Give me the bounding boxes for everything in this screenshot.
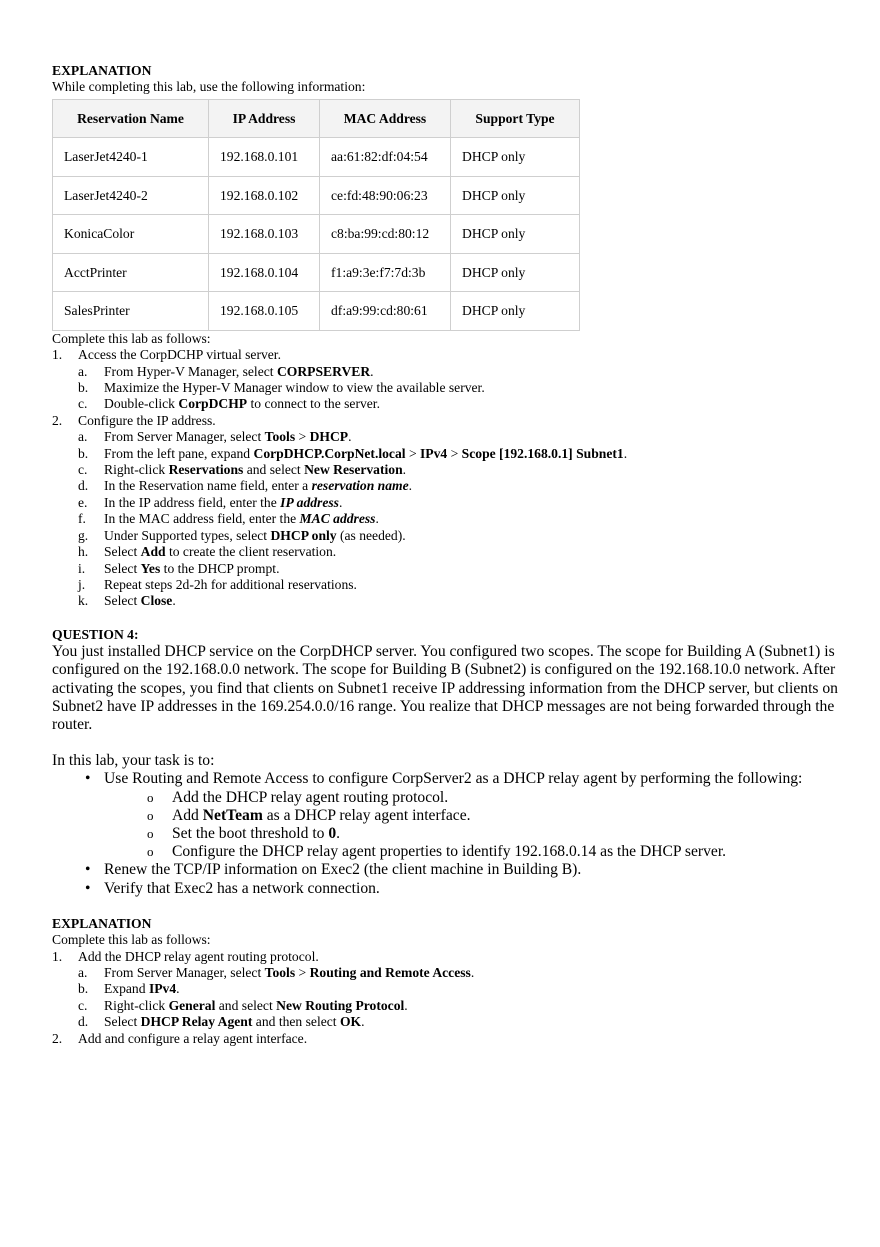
substep-text: to the DHCP prompt. bbox=[160, 560, 280, 576]
sub-bullet-text: Add the DHCP relay agent routing protocol. bbox=[172, 788, 449, 806]
table-cell: ce:fd:48:90:06:23 bbox=[320, 176, 451, 215]
col-header: Support Type bbox=[451, 99, 580, 138]
substep-letter: a. bbox=[78, 964, 88, 980]
task-intro: In this lab, your task is to: bbox=[52, 752, 215, 770]
substep-text: From Server Manager, select bbox=[104, 429, 265, 445]
table-cell: SalesPrinter bbox=[53, 292, 209, 331]
sub-bullet-bold: NetTeam bbox=[202, 806, 263, 824]
substep-bold: OK bbox=[339, 1014, 362, 1030]
step-number: 2. bbox=[52, 1030, 63, 1046]
table-cell: LaserJet4240-2 bbox=[53, 176, 209, 215]
question-heading: QUESTION 4: bbox=[52, 626, 139, 642]
step-item bbox=[52, 1031, 842, 1047]
substep-item bbox=[52, 478, 842, 494]
substep-letter: e. bbox=[78, 494, 88, 510]
sub-bullet-text: Set the boot threshold to bbox=[172, 824, 329, 842]
explanation2-heading: EXPLANATION bbox=[52, 915, 152, 931]
step-text: Access the CorpDCHP virtual server. bbox=[78, 347, 281, 363]
substep-text: . bbox=[623, 445, 628, 461]
sub-bullet-glyph: o bbox=[147, 807, 154, 823]
explanation-heading: EXPLANATION bbox=[52, 63, 152, 78]
substep-bold: CorpDCHP bbox=[178, 396, 248, 412]
list-item bbox=[52, 807, 842, 825]
substep-text: and then select bbox=[252, 1014, 340, 1030]
substep-text: Right-click bbox=[104, 462, 169, 478]
substep-item bbox=[52, 495, 842, 511]
substep-text: . bbox=[348, 429, 352, 445]
substep-text: > bbox=[295, 964, 310, 980]
substep-text: Maximize the Hyper-V Manager window to view the available server. bbox=[104, 380, 485, 396]
substep-text: . bbox=[402, 462, 407, 478]
sub-bullet-text: Add bbox=[172, 806, 203, 824]
list-item bbox=[52, 843, 842, 861]
substep-bold: Routing and Remote Access bbox=[309, 964, 471, 980]
substep-item bbox=[52, 998, 842, 1014]
substep-bold: Scope [192.168.0.1] Subnet1 bbox=[461, 445, 624, 461]
substep-bold-italic: reservation name bbox=[311, 478, 409, 494]
substep-text: In the Reservation name field, enter a bbox=[104, 478, 312, 494]
sub-bullet-glyph: o bbox=[147, 825, 154, 841]
substep-text: > bbox=[447, 445, 462, 461]
table-row bbox=[53, 215, 580, 254]
substep-bold: Reservations bbox=[168, 462, 244, 478]
bullet-text: Verify that Exec2 has a network connection. bbox=[104, 879, 380, 897]
step-item bbox=[52, 413, 842, 610]
table-cell: c8:ba:99:cd:80:12 bbox=[320, 215, 451, 254]
list-item bbox=[52, 789, 842, 807]
substep-letter: c. bbox=[78, 997, 88, 1013]
substep-text: . bbox=[338, 494, 343, 510]
substep-bold: Tools bbox=[264, 429, 296, 445]
substep-item bbox=[52, 577, 842, 593]
col-header: Reservation Name bbox=[53, 99, 209, 138]
complete-lab-label: Complete this lab as follows: bbox=[52, 330, 211, 346]
table-row bbox=[53, 253, 580, 292]
substep-letter: a. bbox=[78, 429, 88, 445]
substep-text: Expand bbox=[104, 981, 149, 997]
substep-item bbox=[52, 965, 842, 981]
substep-item bbox=[52, 462, 842, 478]
substep-text: and select bbox=[215, 997, 277, 1013]
table-cell: DHCP only bbox=[451, 253, 580, 292]
substep-text: > bbox=[295, 429, 310, 445]
substep-letter: j. bbox=[78, 576, 86, 592]
table-row bbox=[53, 292, 580, 331]
substep-letter: b. bbox=[78, 380, 89, 396]
substep-bold: DHCP bbox=[309, 429, 349, 445]
substep-text: From the left pane, expand bbox=[104, 445, 254, 461]
substep-bold: DHCP Relay Agent bbox=[140, 1014, 253, 1030]
substep-text: . bbox=[470, 964, 475, 980]
sub-bullet-text: . bbox=[336, 824, 341, 842]
substep-text: Select bbox=[104, 544, 141, 560]
substep-letter: i. bbox=[78, 560, 86, 576]
step-number: 1. bbox=[52, 347, 63, 363]
table-cell: DHCP only bbox=[451, 292, 580, 331]
step-text: Add and configure a relay agent interface. bbox=[78, 1030, 308, 1046]
substep-text: In the IP address field, enter the bbox=[104, 494, 281, 510]
substep-letter: b. bbox=[78, 981, 89, 997]
substep-item bbox=[52, 528, 842, 544]
substep-bold: General bbox=[168, 997, 216, 1013]
reservation-table bbox=[52, 99, 580, 331]
substep-bold: IPv4 bbox=[420, 445, 448, 461]
substep-item bbox=[52, 396, 842, 412]
table-cell: 192.168.0.102 bbox=[209, 176, 320, 215]
substep-letter: b. bbox=[78, 445, 89, 461]
substep-bold: Add bbox=[140, 544, 166, 560]
substep-item bbox=[52, 511, 842, 527]
substep-text: . bbox=[375, 511, 379, 527]
substep-text: (as needed). bbox=[336, 527, 406, 543]
substep-text: Select bbox=[104, 1014, 141, 1030]
substep-item bbox=[52, 981, 842, 997]
substep-bold: DHCP only bbox=[270, 527, 337, 543]
substep-item bbox=[52, 1014, 842, 1030]
list-item bbox=[52, 825, 842, 843]
substep-bold: CORPSERVER bbox=[276, 363, 371, 379]
substep-text: . bbox=[370, 363, 374, 379]
substep-letter: c. bbox=[78, 462, 88, 478]
substep-text: to connect to the server. bbox=[247, 396, 380, 412]
table-header-row bbox=[53, 99, 580, 138]
substep-letter: k. bbox=[78, 593, 89, 609]
list-item bbox=[52, 770, 842, 788]
substep-text: Double-click bbox=[104, 396, 179, 412]
substep-letter: g. bbox=[78, 527, 89, 543]
substep-text: . bbox=[172, 593, 176, 609]
table-cell: DHCP only bbox=[451, 138, 580, 177]
step-text: Add the DHCP relay agent routing protocol. bbox=[78, 948, 319, 964]
substep-text: Under Supported types, select bbox=[104, 527, 271, 543]
step-item bbox=[52, 347, 842, 413]
sub-bullet-text: Configure the DHCP relay agent properties to identify 192.168.0.14 as the DHCP server. bbox=[172, 843, 727, 861]
table-cell: 192.168.0.103 bbox=[209, 215, 320, 254]
col-header: IP Address bbox=[209, 99, 320, 138]
table-cell: df:a9:99:cd:80:61 bbox=[320, 292, 451, 331]
substep-letter: h. bbox=[78, 544, 89, 560]
substep-text: Right-click bbox=[104, 997, 169, 1013]
substep-bold: CorpDHCP.CorpNet.local bbox=[253, 445, 406, 461]
bullet-glyph: • bbox=[85, 879, 91, 897]
substep-text: Repeat steps 2d-2h for additional reservations. bbox=[104, 576, 357, 592]
steps-list bbox=[52, 347, 842, 610]
substep-text: Select bbox=[104, 560, 141, 576]
explanation-intro: While completing this lab, use the following information: bbox=[52, 79, 366, 95]
bullet-glyph: • bbox=[85, 861, 91, 879]
sub-bullet-bold: 0 bbox=[328, 824, 337, 842]
table-cell: f1:a9:3e:f7:7d:3b bbox=[320, 253, 451, 292]
substep-bold: New Routing Protocol bbox=[276, 997, 405, 1013]
task-list bbox=[52, 770, 842, 897]
bullet-text: Use Routing and Remote Access to configure CorpServer2 as a DHCP relay agent by performing the following: bbox=[104, 770, 803, 788]
list-item bbox=[52, 880, 842, 898]
substep-item bbox=[52, 364, 842, 380]
substep-text: . bbox=[176, 981, 180, 997]
table-cell: LaserJet4240-1 bbox=[53, 138, 209, 177]
table-row bbox=[53, 176, 580, 215]
step-number: 1. bbox=[52, 948, 63, 964]
substep-text: . bbox=[361, 1014, 365, 1030]
table-cell: aa:61:82:df:04:54 bbox=[320, 138, 451, 177]
substep-bold: IPv4 bbox=[148, 981, 177, 997]
table-cell: AcctPrinter bbox=[53, 253, 209, 292]
substep-item bbox=[52, 446, 842, 462]
substep-item bbox=[52, 593, 842, 609]
complete-lab-label-2: Complete this lab as follows: bbox=[52, 932, 211, 948]
substep-text: In the MAC address field, enter the bbox=[104, 511, 300, 527]
step-item bbox=[52, 949, 842, 1031]
substep-letter: c. bbox=[78, 396, 88, 412]
substep-item bbox=[52, 544, 842, 560]
substep-text: . bbox=[404, 997, 408, 1013]
substep-text: From Server Manager, select bbox=[104, 964, 265, 980]
sub-bullet-glyph: o bbox=[147, 789, 154, 805]
table-cell: 192.168.0.105 bbox=[209, 292, 320, 331]
substep-bold-italic: IP address bbox=[280, 494, 339, 510]
table-cell: 192.168.0.104 bbox=[209, 253, 320, 292]
substep-text: Select bbox=[104, 593, 141, 609]
list-item bbox=[52, 861, 842, 879]
substep-bold: Tools bbox=[264, 964, 296, 980]
substep-letter: d. bbox=[78, 478, 89, 494]
col-header: MAC Address bbox=[320, 99, 451, 138]
substep-text: > bbox=[405, 445, 421, 461]
substep-text: . bbox=[408, 478, 413, 494]
substep-text: From Hyper-V Manager, select bbox=[104, 363, 277, 379]
step-number: 2. bbox=[52, 412, 63, 428]
step-text: Configure the IP address. bbox=[78, 412, 216, 428]
substep-letter: d. bbox=[78, 1014, 89, 1030]
substep-item bbox=[52, 429, 842, 445]
substep-letter: f. bbox=[78, 511, 86, 527]
bullet-glyph: • bbox=[85, 770, 91, 788]
document-page bbox=[52, 63, 842, 1047]
table-cell: DHCP only bbox=[451, 176, 580, 215]
table-cell: KonicaColor bbox=[53, 215, 209, 254]
substep-bold: Close bbox=[140, 593, 173, 609]
substep-bold: New Reservation bbox=[304, 462, 403, 478]
bullet-text: Renew the TCP/IP information on Exec2 (the client machine in Building B). bbox=[104, 861, 582, 879]
substep-bold-italic: MAC address bbox=[299, 511, 376, 527]
sub-bullet-glyph: o bbox=[147, 844, 154, 860]
steps-list-2 bbox=[52, 949, 842, 1047]
substep-item bbox=[52, 561, 842, 577]
substep-text: and select bbox=[243, 462, 305, 478]
sub-bullet-text: as a DHCP relay agent interface. bbox=[262, 806, 471, 824]
table-cell: DHCP only bbox=[451, 215, 580, 254]
substep-item bbox=[52, 380, 842, 396]
table-cell: 192.168.0.101 bbox=[209, 138, 320, 177]
question-body: You just installed DHCP service on the CorpDHCP server. You configured two scopes. The scope for Building A (Subnet1) is configured on the 192.168.0.0 network. The scope for Building B (Subnet2) is configured on the 192.168.10.0 network. After activating the scopes, you find that clients on Subnet1 receive IP addressing information from the DHCP server, but clients on Subnet2 have IP addresses in the 169.254.0.0/16 range. You realize that DHCP messages are not being forwarded through the router. bbox=[52, 643, 838, 733]
substep-bold: Yes bbox=[140, 560, 161, 576]
table-row bbox=[53, 138, 580, 177]
substep-text: to create the client reservation. bbox=[165, 544, 337, 560]
substep-letter: a. bbox=[78, 363, 88, 379]
